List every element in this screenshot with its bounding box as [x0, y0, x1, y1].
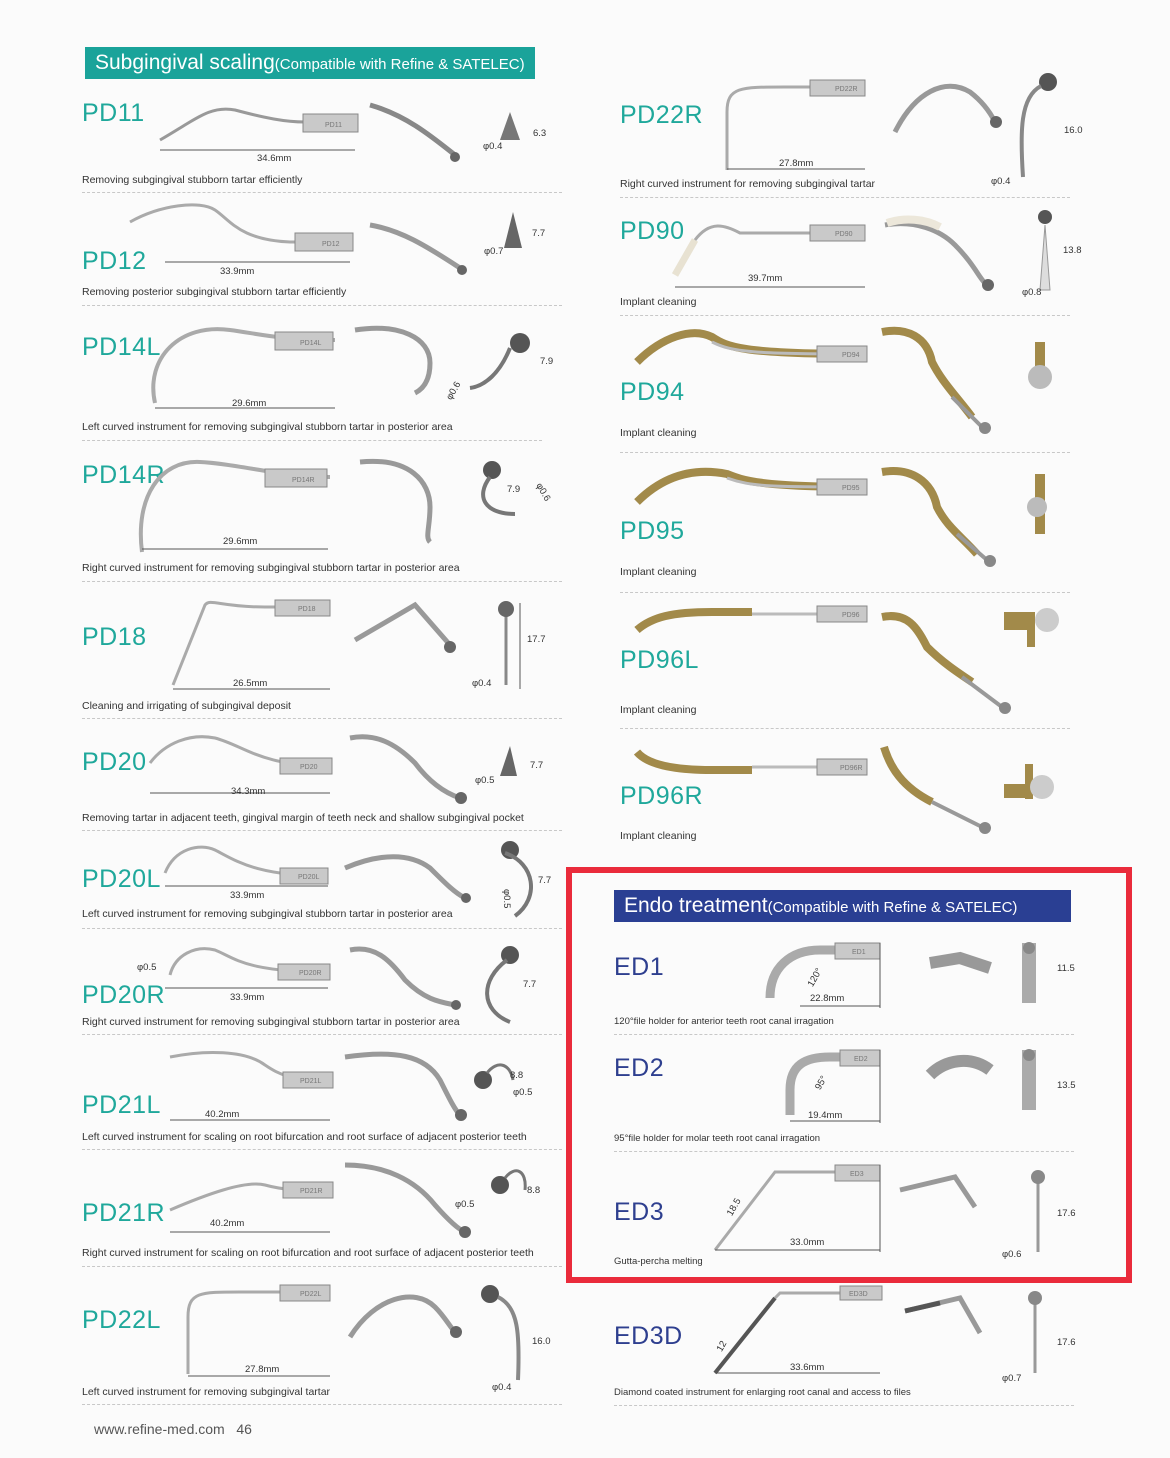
tip-description: Implant cleaning [620, 566, 697, 578]
angle-label: 120° [805, 966, 825, 989]
divider [82, 305, 562, 306]
pd94-drawings [632, 322, 1072, 432]
diameter-label: φ0.5 [501, 889, 512, 909]
svg-text:PD95: PD95 [842, 485, 860, 492]
tip-code: PD90 [620, 217, 685, 245]
diameter-label: φ0.6 [533, 481, 553, 504]
diameter-label: φ0.6 [444, 379, 464, 403]
tip-description: Left curved instrument for removing subgingival tartar [82, 1386, 331, 1398]
tip-description: Left curved instrument for scaling on root bifurcation and root surface of adjacent posterior teeth [82, 1131, 527, 1143]
length-label: 33.0mm [790, 1237, 825, 1248]
tip-code: PD96R [620, 782, 704, 810]
tip-code: PD21R [82, 1199, 166, 1227]
diameter-label: φ0.4 [991, 176, 1011, 187]
length-label: 29.6mm [232, 398, 267, 409]
height-label: 7.9 [507, 484, 521, 495]
tip-description: Cleaning and irrigating of subgingival deposit [82, 700, 291, 712]
height-label: 11.5 [1057, 963, 1075, 974]
tip-description: Right curved instrument for removing subgingival stubborn tartar in posterior area [82, 1016, 460, 1028]
tip-code: ED3D [614, 1322, 683, 1350]
divider [82, 1266, 562, 1267]
svg-text:ED1: ED1 [852, 949, 866, 956]
length-label: 27.8mm [245, 1364, 280, 1375]
divider [82, 928, 562, 929]
tip-code: PD20L [82, 865, 161, 893]
pd22l-drawings [180, 1282, 560, 1393]
pd21l-drawings [165, 1045, 560, 1125]
diameter-label: φ0.7 [484, 246, 504, 257]
divider [620, 728, 1070, 729]
tip-code: ED3 [614, 1198, 665, 1226]
ed2-drawings [770, 1045, 1100, 1125]
divider [614, 1151, 1074, 1152]
divider [82, 1034, 562, 1035]
divider [82, 440, 542, 441]
svg-text:ED2: ED2 [854, 1056, 868, 1063]
length-label: 34.6mm [257, 153, 292, 164]
section-title: Subgingival scaling [95, 51, 275, 74]
length-label: 33.9mm [230, 890, 265, 901]
footer-url: www.refine-med.com [94, 1421, 225, 1437]
ed3d-drawings [705, 1283, 1090, 1384]
height-label: 17.7 [527, 634, 546, 645]
svg-text:PD11: PD11 [325, 122, 342, 129]
tip-code: PD20R [82, 981, 166, 1009]
tip-code: PD22L [82, 1306, 161, 1334]
svg-text:PD96R: PD96R [840, 765, 863, 772]
divider [82, 1404, 562, 1405]
section-compatibility: (Compatible with Refine & SATELEC) [767, 899, 1018, 916]
pd96l-drawings [632, 602, 1072, 717]
length-label: 29.6mm [223, 536, 258, 547]
pd20-drawings [145, 728, 565, 808]
tip-code: PD14L [82, 333, 161, 361]
diameter-label: φ0.4 [492, 1382, 512, 1393]
svg-text:PD94: PD94 [842, 352, 860, 359]
length-label: 19.4mm [808, 1110, 843, 1121]
height-label: 13.8 [1063, 245, 1082, 256]
tip-description: Implant cleaning [620, 830, 697, 842]
height-label: 7.7 [530, 760, 544, 771]
tip-code: PD11 [82, 99, 145, 127]
section-compatibility: (Compatible with Refine & SATELEC) [274, 56, 525, 73]
tip-description: Implant cleaning [620, 427, 697, 439]
tip-description: Removing posterior subgingival stubborn tartar efficiently [82, 286, 347, 298]
tip-code: PD22R [620, 101, 704, 129]
height-label: 7.7 [538, 875, 552, 886]
length-label: 33.9mm [230, 992, 265, 1003]
tip-code: PD20 [82, 748, 147, 776]
height-label: 6.3 [533, 128, 547, 139]
length-label: 34.3mm [231, 786, 266, 797]
footer [94, 1421, 252, 1437]
diameter-label: φ0.5 [513, 1087, 533, 1098]
diameter-label: φ0.5 [475, 775, 495, 786]
page-number: 46 [236, 1421, 252, 1437]
tip-code: PD12 [82, 247, 147, 275]
tip-description: Right curved instrument for removing subgingival stubborn tartar in posterior area [82, 562, 460, 574]
tip-code: PD14R [82, 461, 166, 489]
divider [82, 581, 562, 582]
svg-text:PD96: PD96 [842, 612, 860, 619]
height-label: 13.5 [1057, 1080, 1076, 1091]
svg-text:PD20R: PD20R [299, 970, 322, 977]
pd95-drawings [632, 462, 1072, 572]
length-label: 27.8mm [779, 158, 814, 169]
pd18-drawings [165, 595, 565, 695]
divider [82, 718, 562, 719]
tip-description: Left curved instrument for removing subgingival stubborn tartar in posterior area [82, 421, 453, 433]
divider [620, 315, 1070, 316]
pd21r-drawings [165, 1160, 560, 1240]
angle-label: 95° [813, 1074, 830, 1092]
svg-text:PD22R: PD22R [835, 86, 858, 93]
svg-text:PD22L: PD22L [300, 1291, 322, 1298]
diameter-label: φ0.4 [472, 678, 492, 689]
pd14r-drawings [130, 452, 560, 557]
svg-text:PD14R: PD14R [292, 477, 315, 484]
divider [620, 452, 1070, 453]
diameter-label: φ0.5 [455, 1199, 475, 1210]
height-label: 16.0 [532, 1336, 551, 1347]
diameter-label: φ0.4 [483, 141, 503, 152]
divider [620, 592, 1070, 593]
pd20l-drawings [160, 838, 560, 918]
divider [82, 192, 562, 193]
tip-description: Diamond coated instrument for enlarging root canal and access to files [614, 1387, 911, 1398]
height-label: 7.7 [523, 979, 537, 990]
pd12-drawings [120, 200, 560, 280]
svg-text:PD12: PD12 [322, 241, 340, 248]
svg-text:PD20L: PD20L [298, 874, 320, 881]
height-label: 7.7 [532, 228, 546, 239]
ed3-drawings [700, 1162, 1090, 1260]
divider [82, 1149, 562, 1150]
tip-description: Left curved instrument for removing subgingival stubborn tartar in posterior area [82, 908, 453, 920]
subgingival-scaling-banner [85, 47, 535, 79]
divider [614, 1034, 1074, 1035]
diameter-label: φ0.8 [1022, 287, 1042, 298]
pd90-drawings [665, 205, 1095, 300]
length-label: 33.9mm [220, 266, 255, 277]
divider [620, 197, 1070, 198]
height-label: 17.6 [1057, 1337, 1076, 1348]
height-label: 17.6 [1057, 1208, 1076, 1219]
tip-description: Right curved instrument for scaling on root bifurcation and root surface of adjacent posterior teeth [82, 1247, 534, 1259]
length-label: 40.2mm [205, 1109, 240, 1120]
diameter-label: φ0.7 [1002, 1373, 1022, 1384]
length-label: 22.8mm [810, 993, 845, 1004]
svg-text:PD90: PD90 [835, 231, 853, 238]
svg-text:PD21L: PD21L [300, 1078, 322, 1085]
svg-text:PD20: PD20 [300, 764, 318, 771]
tip-description: Removing subgingival stubborn tartar efficiently [82, 174, 303, 186]
height-label: 16.0 [1064, 125, 1083, 136]
length-label: 33.6mm [790, 1362, 825, 1373]
angle-label: 18.5 [724, 1196, 744, 1218]
tip-code: PD94 [620, 378, 685, 406]
tip-description: 95°file holder for molar teeth root canal irragation [614, 1133, 821, 1144]
divider [614, 1405, 1074, 1406]
diameter-label: φ0.6 [1002, 1249, 1022, 1260]
tip-description: Implant cleaning [620, 704, 697, 716]
angle-label: 12 [714, 1339, 730, 1354]
length-label: 26.5mm [233, 678, 268, 689]
tip-code: PD96L [620, 646, 699, 674]
tip-code: PD18 [82, 623, 147, 651]
tip-description: Right curved instrument for removing subgingival tartar [620, 178, 876, 190]
svg-text:PD21R: PD21R [300, 1188, 323, 1195]
svg-text:PD18: PD18 [298, 606, 316, 613]
ed1-drawings [760, 938, 1100, 1013]
diameter-label: φ0.5 [137, 962, 157, 973]
length-label: 40.2mm [210, 1218, 245, 1229]
tip-description: Implant cleaning [620, 296, 697, 308]
tip-code: PD21L [82, 1091, 161, 1119]
svg-text:ED3: ED3 [850, 1171, 864, 1178]
height-label: 8.8 [510, 1070, 524, 1081]
tip-description: Gutta-percha melting [614, 1256, 703, 1267]
svg-text:PD14L: PD14L [300, 340, 322, 347]
pd11-drawings [155, 100, 565, 170]
divider [82, 830, 562, 831]
endo-treatment-banner [614, 890, 1071, 922]
section-title: Endo treatment [624, 894, 768, 917]
pd22r-drawings [715, 72, 1095, 187]
pd14l-drawings [140, 318, 560, 418]
tip-description: 120°file holder for anterior teeth root canal irragation [614, 1016, 834, 1027]
tip-code: ED1 [614, 953, 665, 981]
tip-description: Removing tartar in adjacent teeth, gingival margin of teeth neck and shallow subgingival pocket [82, 812, 524, 824]
height-label: 7.9 [540, 356, 554, 367]
tip-code: PD95 [620, 517, 685, 545]
length-label: 39.7mm [748, 273, 783, 284]
svg-text:ED3D: ED3D [849, 1291, 868, 1298]
tip-code: ED2 [614, 1054, 665, 1082]
pd96r-drawings [632, 742, 1072, 842]
height-label: 8.8 [527, 1185, 541, 1196]
